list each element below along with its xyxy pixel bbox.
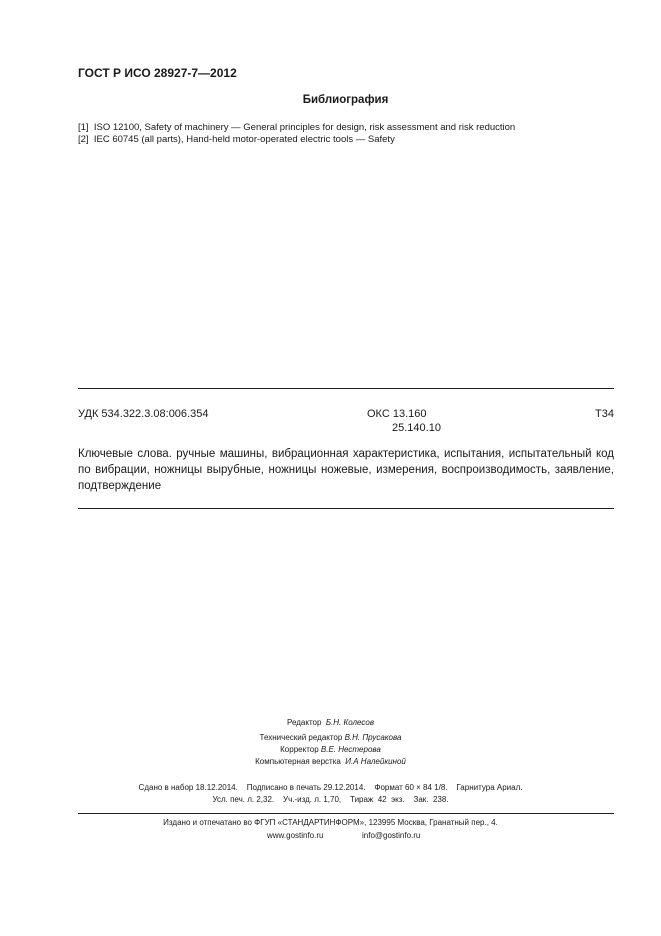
- label: Редактор: [286, 718, 322, 727]
- divider: [78, 508, 614, 509]
- divider: [78, 388, 614, 389]
- editor-name: Б.Н. Колесов: [325, 718, 375, 727]
- item-text: IEC 60745 (all parts), Hand-held motor-operated electric tools — Safety: [93, 134, 395, 145]
- label: Компьютерная верстка: [255, 757, 341, 766]
- divider: [78, 813, 614, 814]
- keywords: Ключевые слова. ручные машины, вибрационная характеристика, испытания, испытательный код по вибрации, ножницы вырубные, ножницы ножевые, измерения, воспроизводимость, заявление, подтверждение: [78, 448, 614, 492]
- editor-line: [0, 718, 661, 727]
- email-link[interactable]: info@gostinfo.ru: [362, 831, 421, 840]
- print-details-2: Усл. печ. л. 2,32. Уч.-изд. л. 1,70, Тираж 42 экз. Зак. 238.: [212, 795, 449, 804]
- standard-header: ГОСТ Р ИСО 28927-7—2012: [78, 66, 237, 80]
- item-number: [1]: [78, 122, 89, 133]
- tech-editor-name: В.Н. Прусакова: [344, 733, 402, 742]
- oks-code-1: ОКС 13.160: [367, 408, 427, 420]
- bibliography-title: Библиография: [302, 94, 389, 106]
- bibliography-item: [78, 122, 515, 133]
- print-details-1: Сдано в набор 18.12.2014. Подписано в печать 29.12.2014. Формат 60 × 84 1/8. Гарнитура Ариал.: [138, 783, 523, 792]
- layout-name: И.А Налейкиной: [345, 757, 406, 766]
- udk-code: УДК 534.322.3.08:006.354: [78, 408, 209, 420]
- bibliography-item: [78, 134, 395, 145]
- tech-editor-line: [0, 733, 661, 742]
- corrector-line: [0, 745, 661, 754]
- corrector-name: В.Е. Нестерова: [320, 745, 381, 754]
- classification-code: Т34: [595, 408, 614, 420]
- label: Корректор: [280, 745, 319, 754]
- label: Технический редактор: [259, 733, 343, 742]
- oks-code-2: 25.140.10: [392, 422, 441, 434]
- website-link[interactable]: www.gostinfo.ru: [267, 831, 324, 840]
- layout-line: [0, 757, 661, 766]
- item-number: [2]: [78, 134, 89, 145]
- item-text: ISO 12100, Safety of machinery — General principles for design, risk assessment and risk reduction: [93, 122, 516, 133]
- publisher: Издано и отпечатано во ФГУП «СТАНДАРТИНФОРМ», 123995 Москва, Гранатный пер., 4.: [163, 818, 498, 827]
